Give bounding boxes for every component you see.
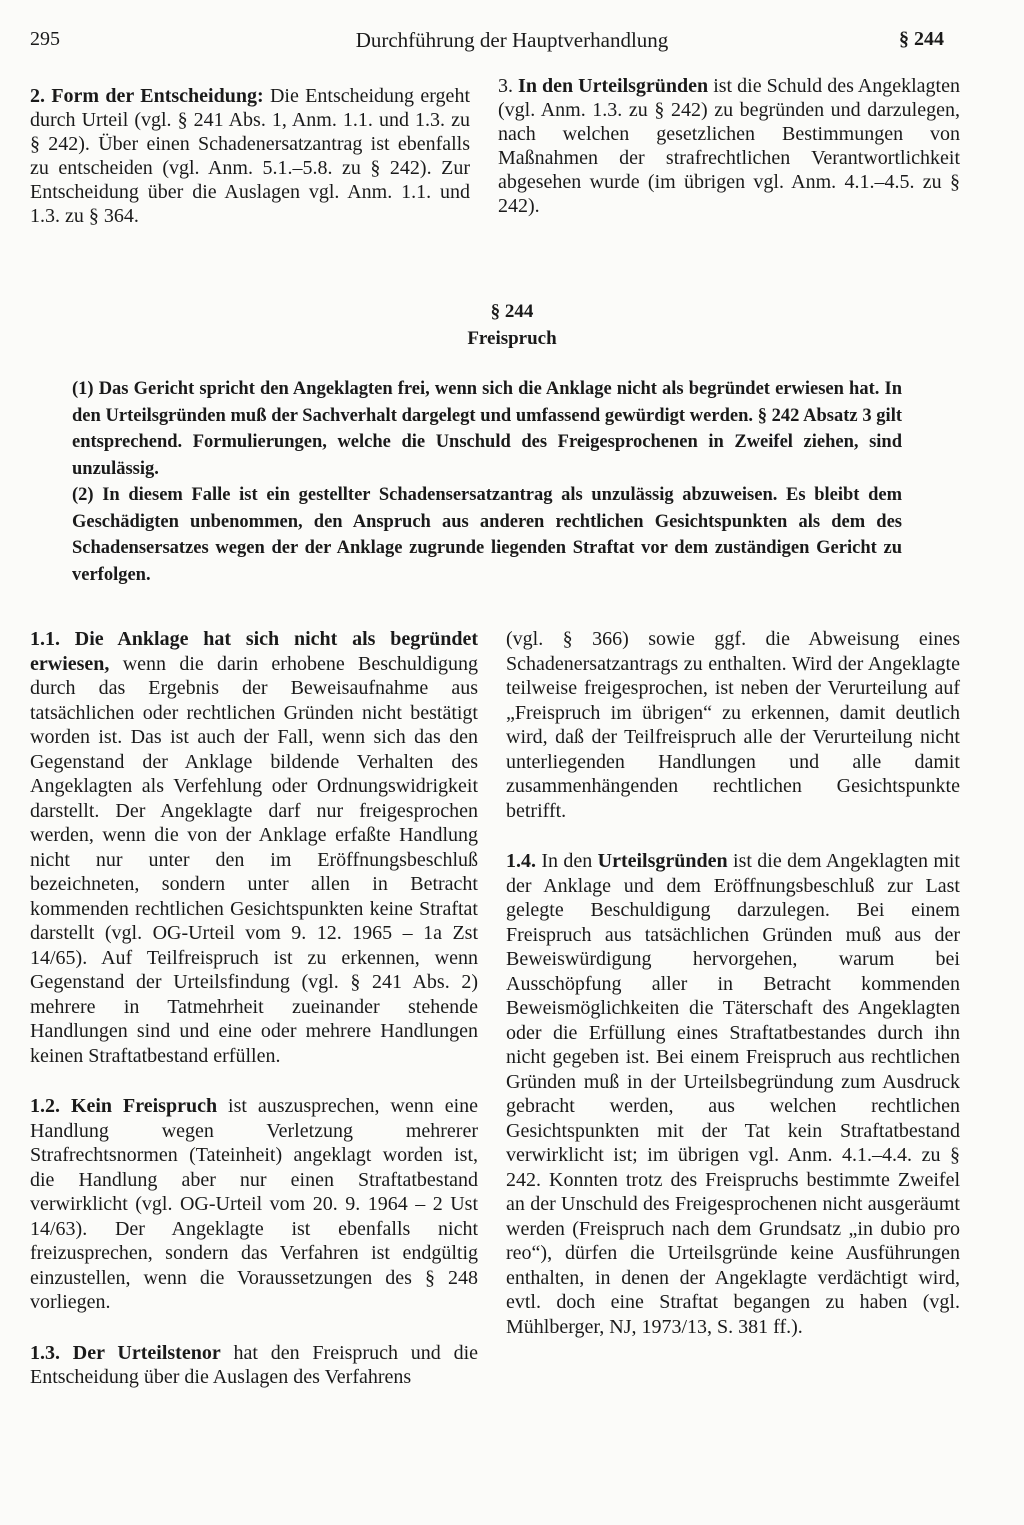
- note-text: ist die Schuld des Angeklagten (vgl. Anm. 1.3. zu § 242) zu begründen und darzulegen, nach welchen gesetzlichen Bestimmungen von Maßnahmen der strafrechtlichen Verantwortlichkeit abgesehen wurde (im übrigen vgl. Anm. 4.1.–4.5. zu § 242).: [498, 75, 960, 217]
- note-1-2: [30, 1094, 478, 1315]
- note-lead: Kein Freispruch: [60, 1095, 218, 1117]
- commentary-right-column: [506, 627, 960, 1339]
- statute-paragraph-2: (2) In diesem Falle ist ein gestellter Schadensersatzantrag als unzulässig abzuweisen. Es bleibt dem Geschädigten unbenommen, den Anspruch aus anderen rechtlichen Gesichtspunkten als dem des Schadensersatzes wegen der der Anklage zugrunde liegenden Straftat vor dem zuständigen Gericht zu verfolgen.: [72, 485, 902, 585]
- note-1-1: [30, 627, 478, 1068]
- law-section-title: Freispruch: [467, 328, 557, 349]
- commentary-left-column: [30, 627, 478, 1390]
- note-number: 1.4.: [506, 850, 536, 872]
- note-form-der-entscheidung: [30, 84, 470, 228]
- note-text: In den: [536, 850, 598, 872]
- note-text: Die Entscheidung ergeht durch Urteil (vgl. § 241 Abs. 1, Anm. 1.1. und 1.3. zu § 242). Über einen Schadenersatzantrag ist ebenfalls zu entscheiden (vgl. Anm. 5.1.–5.8. zu § 242). Zur Entscheidung über die Auslagen vgl. Anm. 1.1. und 1.3. zu § 364.: [30, 85, 470, 227]
- note-1-4: [506, 849, 960, 1339]
- note-number: 3.: [498, 75, 513, 97]
- note-number: 1.2.: [30, 1095, 60, 1117]
- running-title: Durchführung der Hauptverhandlung: [355, 28, 669, 52]
- note-1-3-continued: (vgl. § 366) sowie ggf. die Abweisung eines Schadenersatzantrags zu enthalten. Wird der Angeklagte teilweise freigesprochen, ist neben der Verurteilung auf „Freispruch im übrigen“ zu erkennen, damit deutlich wird, daß der Teilfreispruch alle der Verurteilung nicht unterliegenden Handlungen und alle damit zusammenhängenden rechtlichen Gesichtspunkte betrifft.: [506, 628, 960, 822]
- statute-text: [72, 376, 902, 588]
- note-number: 1.1.: [30, 628, 60, 650]
- note-lead: Die Anklage hat sich nicht als begründet erwiesen,: [30, 628, 478, 675]
- note-lead: Urteilsgründen: [597, 850, 728, 872]
- note-text: ist auszusprechen, wenn eine Handlung wegen Verletzung mehrerer Strafrechtsnormen (Tateinheit) angeklagt worden ist, die Handlung aber nur einen Straftatbestand verwirklicht (vgl. OG-Urteil vom 20. 9. 1964 – 2 Ust 14/63). Der Angeklagte ist ebenfalls nicht freizusprechen, sondern das Verfahren ist endgültig einzustellen, wenn die Voraussetzungen des § 248 vorliegen.: [30, 1095, 478, 1313]
- page-header: [0, 28, 1024, 58]
- section-reference: § 244: [899, 28, 944, 50]
- note-lead: Der Urteilstenor: [60, 1341, 221, 1364]
- note-lead: 2. Form der Entscheidung:: [30, 85, 264, 107]
- note-1-3: [30, 1341, 478, 1390]
- page-number: 295: [30, 28, 60, 50]
- note-text: hat den Freispruch und die Entscheidung über die Auslagen des Verfahrens: [30, 1341, 478, 1388]
- note-lead: In den Urteilsgründen: [513, 75, 709, 97]
- note-number: 1.3.: [30, 1341, 60, 1364]
- law-section-number: § 244: [490, 301, 534, 322]
- statute-paragraph-1: (1) Das Gericht spricht den Angeklagten frei, wenn sich die Anklage nicht als begründet erwiesen hat. In den Urteilsgründen muß der Sachverhalt dargelegt und umfassend gewürdigt werden. § 242 Absatz 3 gilt entsprechend. Formulierungen, welche die Unschuld des Freigesprochenen in Zweifel ziehen, sind unzulässig.: [72, 379, 902, 479]
- note-urteilsgruende: [498, 74, 960, 218]
- note-text: ist die dem Angeklagten mit der Anklage und dem Eröffnungsbeschluß zur Last gelegte Beschuldigung darzulegen. Bei einem Freispruch aus tatsächlichen Gründen muß aus der Beweiswürdigung hervorgehen, warum bei Ausschöpfung aller in Betracht kommenden Beweismöglichkeiten die Täterschaft des Angeklagten oder die Erfüllung eines Straftatbestandes durch ihn nicht gegeben ist. Bei einem Freispruch aus rechtlichen Gründen muß in der Urteilsbegründung zum Ausdruck gebracht werden, aus welchen rechtlichen Gesichtspunkten mit der Tat kein Straftatbestand verwirklicht ist; im übrigen vgl. Anm. 4.1.–4.4. zu § 242. Konnten trotz des Freispruchs bestimmte Zweifel an der Unschuld des Freigesprochenen nicht ausgeräumt werden (Freispruch nach dem Grundsatz „in dubio pro reo“), dürfen die Urteilsgründe keine Ausführungen enthalten, in denen der Angeklagte verdächtigt wird, evtl. doch eine Straftat begangen zu haben (vgl. Mühlberger, NJ, 1973/13, S. 381 ff.).: [506, 850, 960, 1338]
- note-text: wenn die darin erhobene Beschuldigung durch das Ergebnis der Beweisaufnahme aus tatsächlichen oder rechtlichen Gründen nicht bestätigt worden ist. Das ist auch der Fall, wenn sich das den Gegenstand der Anklage bildende Verhalten des Angeklagten als Verfehlung oder Ordnungswidrigkeit darstellt. Der Angeklagte darf nur freigesprochen werden, wenn die von der Anklage erfaßte Handlung nicht nur unter den im Eröffnungsbeschluß bezeichneten, sondern unter allen in Betracht kommenden rechtlichen Gesichtspunkten keine Straftat darstellt (vgl. OG-Urteil vom 9. 12. 1965 – 1a Zst 14/65). Auf Teilfreispruch ist zu erkennen, wenn Gegenstand der Urteilsfindung (vgl. § 241 Abs. 2) mehrere in Tatmehrheit zueinander stehende Handlungen sind und eine oder mehrere Handlungen keinen Straftatbestand erfüllen.: [30, 652, 478, 1067]
